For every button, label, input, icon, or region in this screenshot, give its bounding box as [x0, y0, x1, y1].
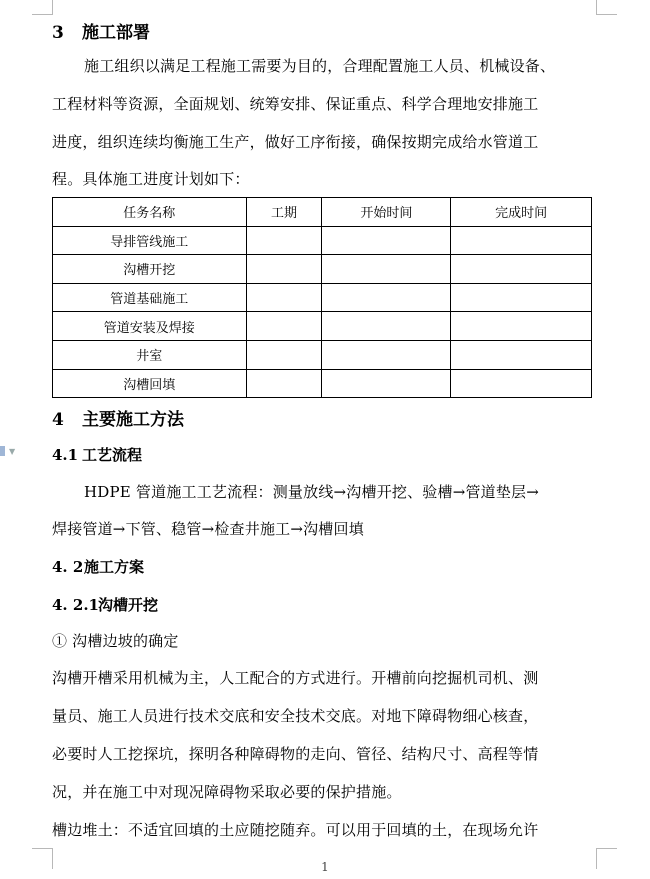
table-row [53, 369, 592, 398]
start-time-cell [322, 340, 451, 369]
body-line-2: 量员、施工人员进行技术交底和安全技术交底。对地下障碍物细心核查， [52, 707, 539, 725]
flow-line-2: 焊接管道→下管、稳管→检查井施工→沟槽回填 [52, 520, 364, 538]
table-row [53, 340, 592, 369]
chevron-down-icon[interactable]: ▼ [9, 447, 16, 456]
finish-time-cell [451, 283, 592, 312]
start-time-cell [322, 369, 451, 398]
task-name-cell: 导排管线施工 [53, 226, 247, 255]
intro-line-3: 进度，组织连续均衡施工生产，做好工序衔接，确保按期完成给水管道工 [52, 133, 539, 151]
duration-cell [246, 369, 322, 398]
finish-time-cell [451, 226, 592, 255]
header-task-name: 任务名称 [53, 198, 247, 227]
section-number: 4 [52, 410, 64, 430]
start-time-cell [322, 283, 451, 312]
finish-time-cell [451, 312, 592, 341]
duration-cell [246, 283, 322, 312]
section-4-heading [52, 405, 184, 430]
section-4-2-1-heading [52, 594, 158, 615]
section-number: 3 [52, 23, 64, 43]
table-header-row [53, 198, 592, 227]
table-row [53, 226, 592, 255]
section-title: 主要施工方法 [82, 410, 184, 430]
section-4-2-heading [52, 556, 144, 577]
task-name-cell: 沟槽开挖 [53, 255, 247, 284]
duration-cell [246, 312, 322, 341]
finish-time-cell [451, 340, 592, 369]
body-line-4: 况，并在施工中对现况障碍物采取必要的保护措施。 [52, 783, 402, 801]
header-duration: 工期 [246, 198, 322, 227]
body-line-3: 必要时人工挖探坑，探明各种障碍物的走向、管径、结构尺寸、高程等情 [52, 745, 539, 763]
task-name-cell: 管道基础施工 [53, 283, 247, 312]
intro-line-2: 工程材料等资源，全面规划、统筹安排、保证重点、科学合理地安排施工 [52, 95, 539, 113]
body-line-1: 沟槽开槽采用机械为主，人工配合的方式进行。开槽前向挖掘机司机、测 [52, 669, 539, 687]
duration-cell [246, 255, 322, 284]
table-row [53, 283, 592, 312]
section-title: 施工部署 [82, 23, 150, 43]
start-time-cell [322, 312, 451, 341]
section-3-heading [52, 18, 150, 43]
duration-cell [246, 340, 322, 369]
section-number: 4. 2.1 [52, 596, 99, 614]
section-title: 沟槽开挖 [98, 596, 159, 614]
task-name-cell: 沟槽回填 [53, 369, 247, 398]
crop-mark-top-left [32, 0, 53, 15]
task-name-cell: 管道安装及焊接 [53, 312, 247, 341]
intro-line-4: 程。具体施工进度计划如下： [52, 170, 250, 188]
section-title: 施工方案 [84, 558, 145, 576]
finish-time-cell [451, 255, 592, 284]
section-4-1-heading [52, 444, 142, 465]
start-time-cell [322, 255, 451, 284]
item-1: ① 沟槽边坡的确定 [52, 632, 179, 650]
section-title: 工艺流程 [82, 446, 143, 464]
header-finish-time: 完成时间 [451, 198, 592, 227]
crop-mark-top-right [596, 0, 617, 15]
schedule-table [52, 197, 592, 398]
table-row [53, 255, 592, 284]
section-number: 4. 2 [52, 558, 84, 576]
body-line-5: 槽边堆土：不适宜回填的土应随挖随弃。可以用于回填的土，在现场允许 [52, 821, 539, 839]
flow-line-1: HDPE 管道施工工艺流程：测量放线→沟槽开挖、验槽→管道垫层→ [84, 483, 540, 501]
table-row [53, 312, 592, 341]
start-time-cell [322, 226, 451, 255]
task-name-cell: 井室 [53, 340, 247, 369]
finish-time-cell [451, 369, 592, 398]
header-start-time: 开始时间 [322, 198, 451, 227]
navigation-marker[interactable] [0, 446, 5, 456]
intro-line-1: 施工组织以满足工程施工需要为目的，合理配置施工人员、机械设备、 [84, 57, 556, 75]
duration-cell [246, 226, 322, 255]
section-number: 4.1 [52, 446, 79, 464]
page-number: 1 [321, 860, 329, 874]
